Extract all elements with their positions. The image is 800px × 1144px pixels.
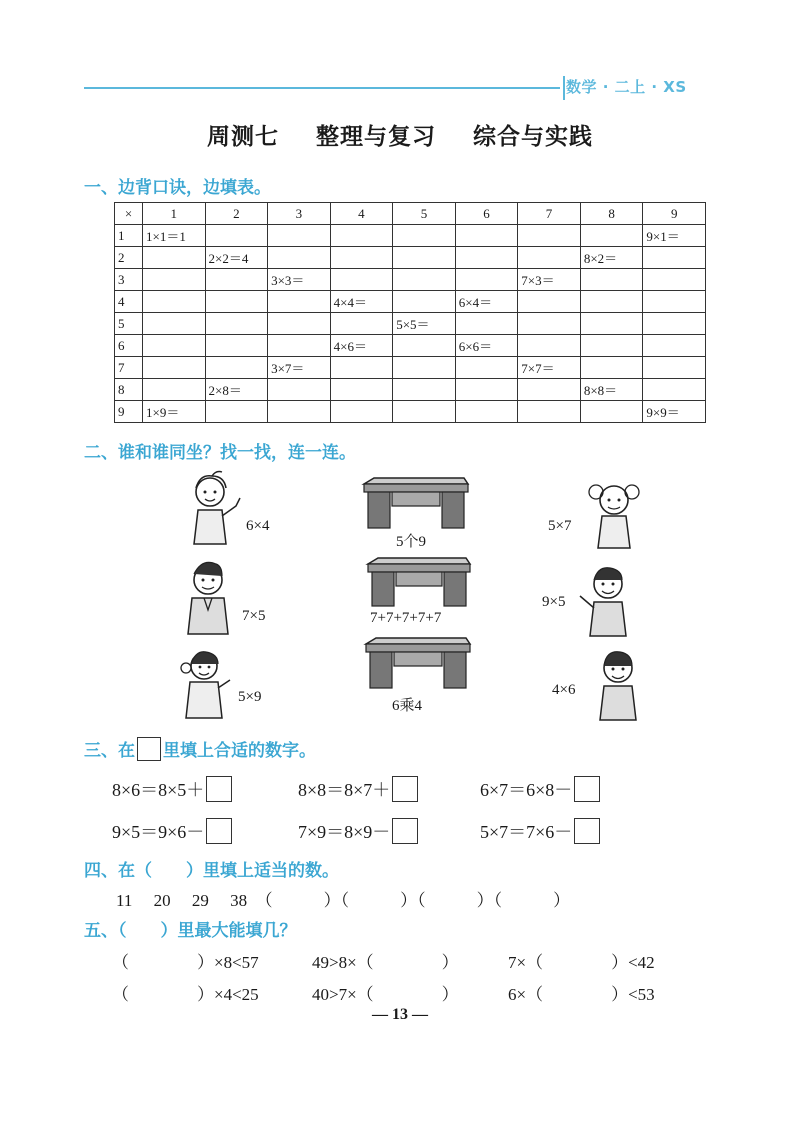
answer-box[interactable] xyxy=(574,776,600,802)
girl-illustration-1 xyxy=(186,470,246,550)
right-label-2: 9×5 xyxy=(542,594,566,610)
table-cell[interactable]: 5×5＝ xyxy=(393,313,456,335)
table-cell[interactable] xyxy=(643,379,706,401)
table-cell[interactable] xyxy=(330,401,393,423)
table-cell[interactable] xyxy=(143,291,206,313)
equation-6: 5×7＝7×6－ xyxy=(480,818,600,844)
table-cell[interactable] xyxy=(143,313,206,335)
table-header-cell: 8 xyxy=(580,203,643,225)
table-cell[interactable] xyxy=(518,335,581,357)
table-cell[interactable]: 8×2＝ xyxy=(580,247,643,269)
table-cell[interactable] xyxy=(455,379,518,401)
table-cell[interactable] xyxy=(143,269,206,291)
table-cell[interactable] xyxy=(455,313,518,335)
table-cell[interactable]: 4×6＝ xyxy=(330,335,393,357)
middle-label-1: 5个9 xyxy=(396,534,427,550)
page-number: — 13 — xyxy=(372,1006,428,1023)
desk-illustration-1 xyxy=(358,476,470,532)
table-header-cell: 3 xyxy=(268,203,331,225)
table-cell[interactable]: 1×1＝1 xyxy=(143,225,206,247)
inequality-4: （ ）×4<25 xyxy=(112,985,259,1004)
row-header-cell: 6 xyxy=(115,335,143,357)
table-cell[interactable] xyxy=(393,247,456,269)
table-cell[interactable] xyxy=(393,291,456,313)
table-row xyxy=(115,291,706,313)
equation-3: 6×7＝6×8－ xyxy=(480,776,600,802)
desk-illustration-2 xyxy=(362,556,472,610)
table-cell[interactable] xyxy=(268,335,331,357)
table-header-cell: 1 xyxy=(143,203,206,225)
header-divider xyxy=(563,76,565,100)
heading-box-icon xyxy=(137,737,161,761)
table-header-row xyxy=(115,203,706,225)
row-header-cell: 2 xyxy=(115,247,143,269)
section4-heading: 四、在（ ）里填上适当的数。 xyxy=(84,861,339,881)
row-header-cell: 4 xyxy=(115,291,143,313)
desk-illustration-3 xyxy=(360,636,472,692)
table-cell[interactable] xyxy=(393,225,456,247)
table-cell[interactable] xyxy=(330,313,393,335)
table-cell[interactable] xyxy=(518,313,581,335)
table-cell[interactable] xyxy=(580,291,643,313)
table-cell[interactable]: 3×3＝ xyxy=(268,269,331,291)
table-cell[interactable] xyxy=(143,379,206,401)
right-label-1: 5×7 xyxy=(548,518,572,534)
answer-box[interactable] xyxy=(574,818,600,844)
table-cell[interactable] xyxy=(393,335,456,357)
answer-box[interactable] xyxy=(392,818,418,844)
table-cell[interactable] xyxy=(518,247,581,269)
table-cell[interactable] xyxy=(393,357,456,379)
table-cell[interactable]: 6×4＝ xyxy=(455,291,518,313)
section3-heading xyxy=(84,736,316,761)
table-header-cell: 4 xyxy=(330,203,393,225)
table-cell[interactable] xyxy=(393,401,456,423)
section5-heading: 五、（ ）里最大能填几？ xyxy=(84,921,297,941)
table-cell[interactable] xyxy=(580,335,643,357)
table-header-cell: 6 xyxy=(455,203,518,225)
inequality-3: 7×（ ）<42 xyxy=(508,953,655,972)
boy-illustration-2 xyxy=(576,562,640,638)
answer-box[interactable] xyxy=(206,818,232,844)
table-cell[interactable] xyxy=(518,401,581,423)
table-cell[interactable] xyxy=(580,269,643,291)
table-cell[interactable]: 2×2＝4 xyxy=(205,247,268,269)
table-cell[interactable] xyxy=(518,291,581,313)
girl-illustration-3 xyxy=(584,478,646,552)
section1-heading: 一、边背口诀，边填表。 xyxy=(84,178,271,198)
right-label-3: 4×6 xyxy=(552,682,576,698)
table-cell[interactable] xyxy=(268,401,331,423)
inequality-5: 40>7×（ ） xyxy=(312,985,459,1004)
inequality-6: 6×（ ）<53 xyxy=(508,985,655,1004)
equation-4: 9×5＝9×6－ xyxy=(112,818,232,844)
table-cell[interactable] xyxy=(455,225,518,247)
number-sequence: 11 20 29 38 （ ）（ ）（ ）（ ） xyxy=(116,891,571,910)
table-cell[interactable] xyxy=(580,225,643,247)
row-header-cell: 5 xyxy=(115,313,143,335)
table-cell[interactable] xyxy=(143,357,206,379)
table-row xyxy=(115,313,706,335)
table-cell[interactable] xyxy=(455,357,518,379)
table-cell[interactable] xyxy=(393,269,456,291)
table-cell[interactable] xyxy=(518,379,581,401)
table-cell[interactable] xyxy=(455,401,518,423)
table-cell[interactable] xyxy=(143,335,206,357)
table-cell[interactable] xyxy=(518,225,581,247)
table-cell[interactable] xyxy=(330,247,393,269)
row-header-cell: 1 xyxy=(115,225,143,247)
equation-1: 8×6＝8×5＋ xyxy=(112,776,232,802)
equation-5: 7×9＝8×9－ xyxy=(298,818,418,844)
table-cell[interactable] xyxy=(643,247,706,269)
table-row xyxy=(115,379,706,401)
table-cell[interactable] xyxy=(205,291,268,313)
page-title xyxy=(0,118,800,151)
table-cell[interactable] xyxy=(205,313,268,335)
table-cell[interactable]: 9×1＝ xyxy=(643,225,706,247)
table-cell[interactable]: 6×6＝ xyxy=(455,335,518,357)
table-cell[interactable]: 4×4＝ xyxy=(330,291,393,313)
table-header-cell: 9 xyxy=(643,203,706,225)
table-cell[interactable] xyxy=(643,291,706,313)
table-cell[interactable] xyxy=(268,313,331,335)
table-cell[interactable] xyxy=(580,357,643,379)
table-cell[interactable] xyxy=(580,401,643,423)
table-cell[interactable] xyxy=(143,247,206,269)
girl-illustration-2 xyxy=(176,646,238,722)
table-row xyxy=(115,335,706,357)
table-header-cell: 5 xyxy=(393,203,456,225)
table-cell[interactable]: 7×7＝ xyxy=(518,357,581,379)
table-cell[interactable] xyxy=(205,357,268,379)
section2-heading: 二、谁和谁同坐？找一找，连一连。 xyxy=(84,443,356,463)
table-cell[interactable] xyxy=(330,269,393,291)
middle-label-3: 6乘4 xyxy=(392,698,423,714)
table-cell[interactable] xyxy=(580,313,643,335)
table-cell[interactable]: 7×3＝ xyxy=(518,269,581,291)
table-cell[interactable]: 2×8＝ xyxy=(205,379,268,401)
table-cell[interactable] xyxy=(268,291,331,313)
header-tag: 数学 · 二上 · XS xyxy=(566,78,687,96)
answer-box[interactable] xyxy=(206,776,232,802)
title-part2: 整理与复习 xyxy=(316,123,436,150)
table-cell[interactable] xyxy=(455,247,518,269)
table-cell[interactable]: 1×9＝ xyxy=(143,401,206,423)
row-header-cell: 3 xyxy=(115,269,143,291)
table-cell[interactable] xyxy=(205,401,268,423)
table-cell[interactable] xyxy=(268,247,331,269)
header-rule xyxy=(84,87,560,89)
boy-illustration-3 xyxy=(590,646,650,722)
table-header-cell: 2 xyxy=(205,203,268,225)
table-cell[interactable]: 8×8＝ xyxy=(580,379,643,401)
table-cell[interactable] xyxy=(455,269,518,291)
table-row xyxy=(115,357,706,379)
table-cell[interactable] xyxy=(643,357,706,379)
table-cell[interactable] xyxy=(205,225,268,247)
title-part3: 综合与实践 xyxy=(473,123,594,150)
table-cell[interactable] xyxy=(330,225,393,247)
multiplication-table xyxy=(114,202,706,423)
table-row xyxy=(115,225,706,247)
section3-heading-pre: 三、在 xyxy=(84,741,135,761)
table-row xyxy=(115,401,706,423)
table-cell[interactable] xyxy=(330,357,393,379)
table-row xyxy=(115,247,706,269)
row-header-cell: 7 xyxy=(115,357,143,379)
table-cell[interactable] xyxy=(643,269,706,291)
table-cell[interactable] xyxy=(643,335,706,357)
inequality-1: （ ）×8<57 xyxy=(112,953,259,972)
table-cell[interactable] xyxy=(205,335,268,357)
table-header-cell: × xyxy=(115,203,143,225)
boy-illustration-1 xyxy=(182,556,242,636)
table-cell[interactable] xyxy=(268,379,331,401)
left-label-3: 5×9 xyxy=(238,689,262,705)
table-cell[interactable] xyxy=(643,313,706,335)
equation-2: 8×8＝8×7＋ xyxy=(298,776,418,802)
table-cell[interactable] xyxy=(330,379,393,401)
row-header-cell: 8 xyxy=(115,379,143,401)
table-cell[interactable] xyxy=(268,225,331,247)
middle-label-2: 7+7+7+7+7 xyxy=(370,610,442,626)
row-header-cell: 9 xyxy=(115,401,143,423)
left-label-1: 6×4 xyxy=(246,518,270,534)
table-header-cell: 7 xyxy=(518,203,581,225)
table-cell[interactable] xyxy=(205,269,268,291)
section3-heading-post: 里填上合适的数字。 xyxy=(163,741,316,761)
answer-box[interactable] xyxy=(392,776,418,802)
inequality-2: 49>8×（ ） xyxy=(312,953,459,972)
table-cell[interactable]: 9×9＝ xyxy=(643,401,706,423)
title-part1: 周测七 xyxy=(206,123,279,150)
table-cell[interactable]: 3×7＝ xyxy=(268,357,331,379)
left-label-2: 7×5 xyxy=(242,608,266,624)
table-cell[interactable] xyxy=(393,379,456,401)
table-row xyxy=(115,269,706,291)
